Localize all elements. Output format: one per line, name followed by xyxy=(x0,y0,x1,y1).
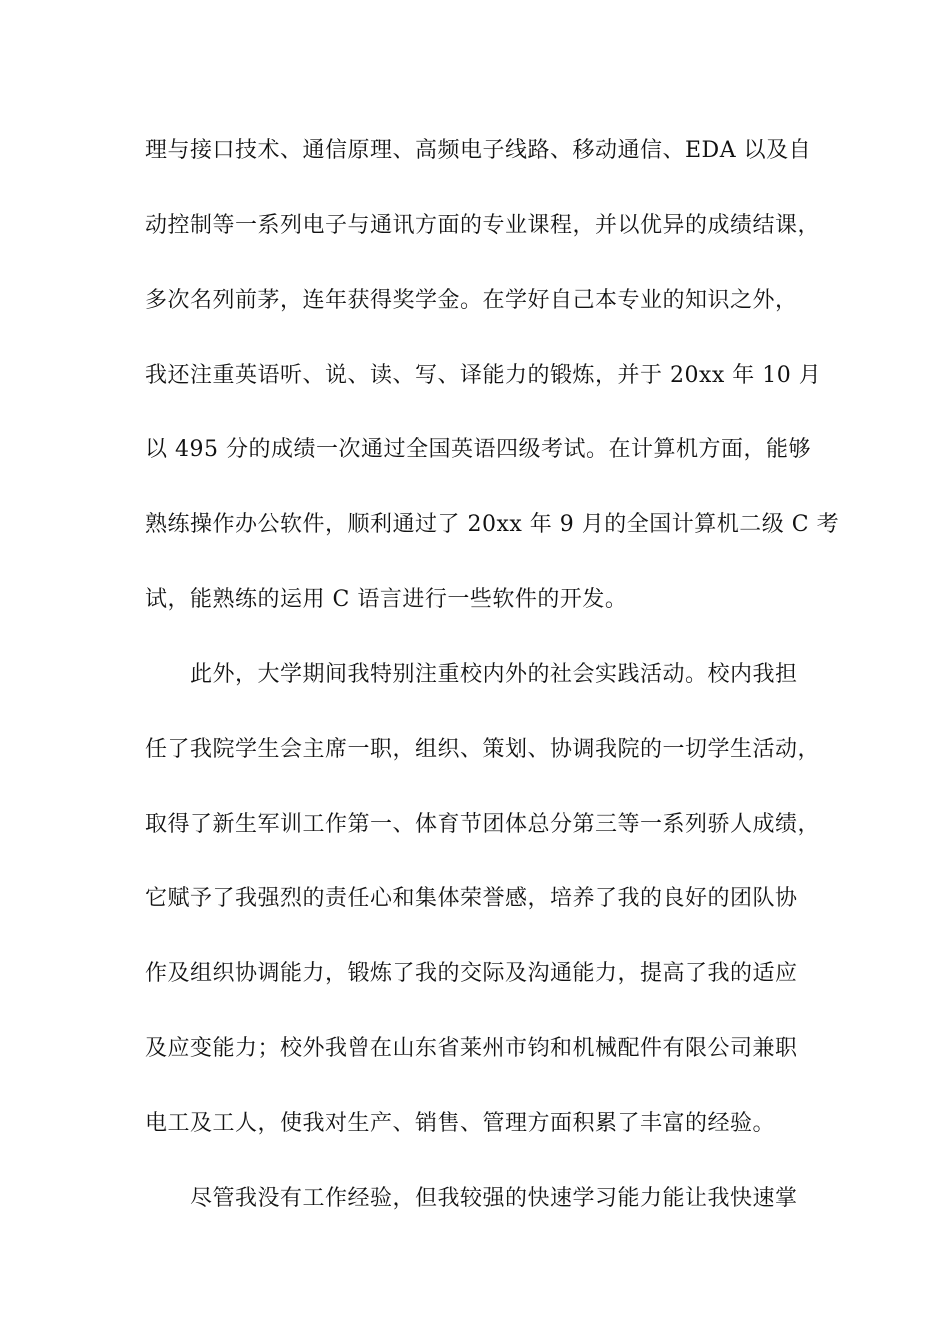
text-line: 试，能熟练的运用 C 语言进行一些软件的开发。 xyxy=(145,587,628,612)
text-line: 理与接口技术、通信原理、高频电子线路、移动通信、EDA 以及自 xyxy=(145,138,812,163)
text-line: 以 495 分的成绩一次通过全国英语四级考试。在计算机方面，能够 xyxy=(145,437,811,462)
text-line: 动控制等一系列电子与通讯方面的专业课程，并以优异的成绩结课， xyxy=(145,213,821,238)
paragraph-first-line: 尽管我没有工作经验，但我较强的快速学习能力能让我快速掌 xyxy=(190,1186,798,1211)
text-line: 多次名列前茅，连年获得奖学金。在学好自己本专业的知识之外， xyxy=(145,288,798,313)
text-line: 它赋予了我强烈的责任心和集体荣誉感，培养了我的良好的团队协 xyxy=(145,886,798,911)
text-line: 熟练操作办公软件，顺利通过了 20xx 年 9 月的全国计算机二级 C 考 xyxy=(145,512,840,537)
text-line: 电工及工人，使我对生产、销售、管理方面积累了丰富的经验。 xyxy=(145,1111,776,1136)
text-line: 作及组织协调能力，锻炼了我的交际及沟通能力，提高了我的适应 xyxy=(145,961,798,986)
text-line: 任了我院学生会主席一职，组织、策划、协调我院的一切学生活动， xyxy=(145,737,821,762)
text-line: 我还注重英语听、说、读、写、译能力的锻炼，并于 20xx 年 10 月 xyxy=(145,363,822,388)
text-line: 及应变能力；校外我曾在山东省莱州市钧和机械配件有限公司兼职 xyxy=(145,1036,798,1061)
paragraph-first-line: 此外，大学期间我特别注重校内外的社会实践活动。校内我担 xyxy=(190,662,798,687)
text-line: 取得了新生军训工作第一、体育节团体总分第三等一系列骄人成绩， xyxy=(145,812,821,837)
